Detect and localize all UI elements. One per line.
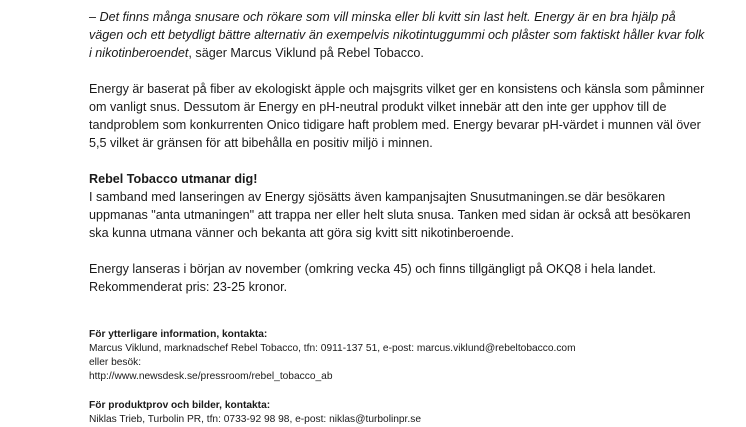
contact-info-line: Marcus Viklund, marknadschef Rebel Tobacco, tfn: 0911-137 51, e-post: marcus.viklund@rebeltobacco.com [89, 343, 576, 354]
spacer [89, 384, 709, 399]
contact-product-heading: För produktprov och bilder, kontakta: [89, 400, 271, 411]
paragraph-launch: Energy lanseras i början av november (omkring vecka 45) och finns tillgängligt på OKQ8 i hela landet. Rekommenderat pris: 23-25 kronor. [89, 262, 657, 294]
document-page [89, 8, 709, 427]
section-heading: Rebel Tobacco utmanar dig! [89, 172, 258, 186]
quote-attribution: , säger Marcus Viklund på Rebel Tobacco. [188, 46, 424, 60]
spacer [89, 62, 709, 80]
spacer [89, 152, 709, 170]
contact-info-line: eller besök: [89, 357, 142, 368]
paragraph-campaign: I samband med lanseringen av Energy sjösätts även kampanjsajten Snusutmaningen.se där besökaren uppmanas "anta utmaningen" att trappa ner eller helt sluta snusa. Tanken med sidan är också att besökaren ska kunna utmana vänner och bekanta att göra sig kvitt sitt nikotinberoende. [89, 190, 691, 240]
quote-italic: – Det finns många snusare och rökare som vill minska eller bli kvitt sin last helt. Energy är en bra hjälp på vägen och ett betydligt bättre alternativ än exempelvis nikotintuggummi och plåster som faktiskt håller kvar folk i nikotinberoendet [89, 10, 705, 60]
contact-info-heading: För ytterligare information, kontakta: [89, 329, 268, 340]
quote-paragraph [89, 8, 709, 62]
spacer [89, 242, 709, 260]
spacer [89, 296, 709, 328]
pressroom-link[interactable]: http://www.newsdesk.se/pressroom/rebel_tobacco_ab [89, 371, 333, 382]
paragraph-product: Energy är baserat på fiber av ekologiskt äpple och majsgrits vilket ger en konsistens och känsla som påminner om vanligt snus. Dessutom är Energy en pH-neutral produkt vilket innebär att den inte ger upphov till de tandproblem som konkurrenten Onico tidigare haft problem med. Energy bevarar pH-värdet i munnen väl över 5,5 vilket är gränsen för att bibehålla en positiv miljö i minnen. [89, 82, 705, 150]
contact-product-line: Niklas Trieb, Turbolin PR, tfn: 0733-92 98 98, e-post: niklas@turbolinpr.se [89, 414, 421, 425]
